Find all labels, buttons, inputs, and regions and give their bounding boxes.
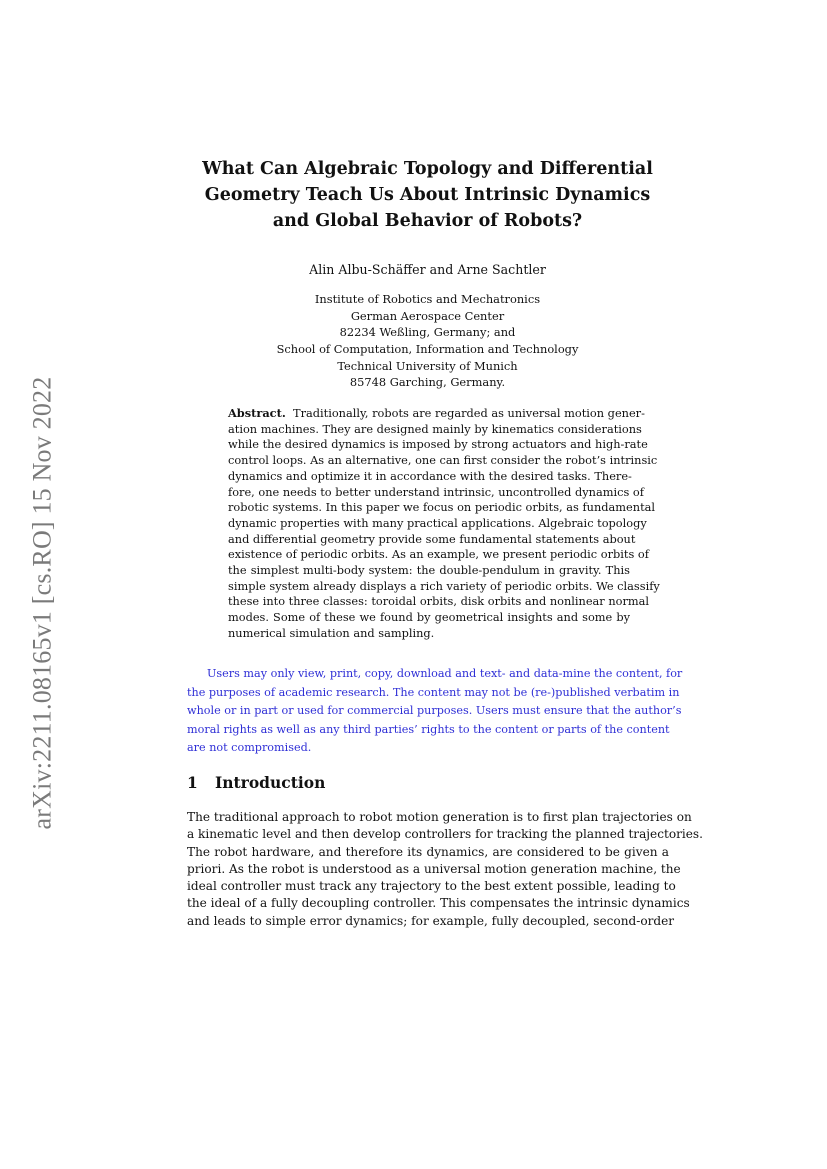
abstract-line: fore, one needs to better understand intrinsic, uncontrolled dynamics of xyxy=(228,484,644,499)
abstract-line: these into three classes: toroidal orbits, disk orbits and nonlinear normal xyxy=(228,594,650,609)
arxiv-identifier-stamp xyxy=(22,358,62,848)
affiliation-line: School of Computation, Information and Technology xyxy=(276,342,579,356)
affiliation-line: 85748 Garching, Germany. xyxy=(349,375,506,389)
abstract-line: dynamic properties with many practical applications. Algebraic topology xyxy=(228,515,647,530)
abstract-line: the simplest multi-body system: the double-pendulum in gravity. This xyxy=(228,563,630,578)
body-line: priori. As the robot is understood as a universal motion generation machine, the xyxy=(187,861,681,876)
title-line: What Can Algebraic Topology and Differential xyxy=(202,159,653,179)
affiliation-line: Institute of Robotics and Mechatronics xyxy=(314,292,541,306)
notice-line: moral rights as well as any third parties’ rights to the content or parts of the content xyxy=(187,722,670,736)
notice-line: whole or in part or used for commercial purposes. Users must ensure that the author’s xyxy=(187,704,682,718)
body-line: the ideal of a fully decoupling controller. This compensates the intrinsic dynamics xyxy=(187,896,690,911)
body-line: and leads to simple error dynamics; for example, fully decoupled, second-order xyxy=(187,913,675,928)
affiliation-line: German Aerospace Center xyxy=(350,308,505,323)
affiliation-dlr xyxy=(0,291,827,341)
body-line: The robot hardware, and therefore its dynamics, are considered to be given a xyxy=(187,844,669,859)
body-line: The traditional approach to robot motion generation is to first plan trajectories on xyxy=(187,810,692,824)
introduction-paragraph xyxy=(187,809,703,930)
abstract-line: dynamics and optimize it in accordance with the desired tasks. There- xyxy=(228,468,632,483)
notice-line: Users may only view, print, copy, download and text- and data-mine the content, for xyxy=(207,667,683,680)
abstract-line: ation machines. They are designed mainly by kinematics considerations xyxy=(228,421,642,436)
notice-line: are not compromised. xyxy=(187,741,312,755)
affiliation-line: 82234 Weßling, Germany; and xyxy=(339,325,516,339)
abstract-line: while the desired dynamics is imposed by strong actuators and high-rate xyxy=(228,437,648,452)
affiliation-line: Technical University of Munich xyxy=(337,358,518,373)
section-title: Introduction xyxy=(215,773,326,792)
abstract xyxy=(228,406,660,642)
body-line: a kinematic level and then develop controllers for tracking the planned trajectories. xyxy=(187,827,703,842)
abstract-line: simple system already displays a rich variety of periodic orbits. We classify xyxy=(228,578,660,593)
section-number: 1 xyxy=(187,773,198,792)
arxiv-identifier-text: arXiv:2211.08165v1 [cs.RO] 15 Nov 2022 xyxy=(27,376,56,830)
abstract-line: modes. Some of these we found by geometrical insights and some by xyxy=(228,610,630,625)
notice-line: the purposes of academic research. The content may not be (re-)published verbatim in xyxy=(187,685,680,699)
affiliation-tum xyxy=(0,341,827,391)
abstract-line: and differential geometry provide some fundamental statements about xyxy=(228,531,636,546)
abstract-line: control loops. As an alternative, one can first consider the robot’s intrinsic xyxy=(228,453,658,468)
title-line: Geometry Teach Us About Intrinsic Dynamics xyxy=(204,185,651,205)
body-line: ideal controller must track any trajectory to the best extent possible, leading to xyxy=(187,879,676,894)
section-heading xyxy=(187,773,325,792)
abstract-line: robotic systems. In this paper we focus on periodic orbits, as fundamental xyxy=(228,500,656,515)
title-line: and Global Behavior of Robots? xyxy=(272,211,583,231)
abstract-heading: Abstract. xyxy=(228,406,286,420)
abstract-line: numerical simulation and sampling. xyxy=(228,625,435,640)
abstract-first-line: Traditionally, robots are regarded as universal motion gener- xyxy=(293,406,645,420)
abstract-line xyxy=(228,406,645,422)
usage-notice xyxy=(187,665,683,758)
paper-title xyxy=(160,156,695,234)
author-list: Alin Albu-Schäffer and Arne Sachtler xyxy=(309,262,546,277)
abstract-line: existence of periodic orbits. As an example, we present periodic orbits of xyxy=(228,547,649,562)
